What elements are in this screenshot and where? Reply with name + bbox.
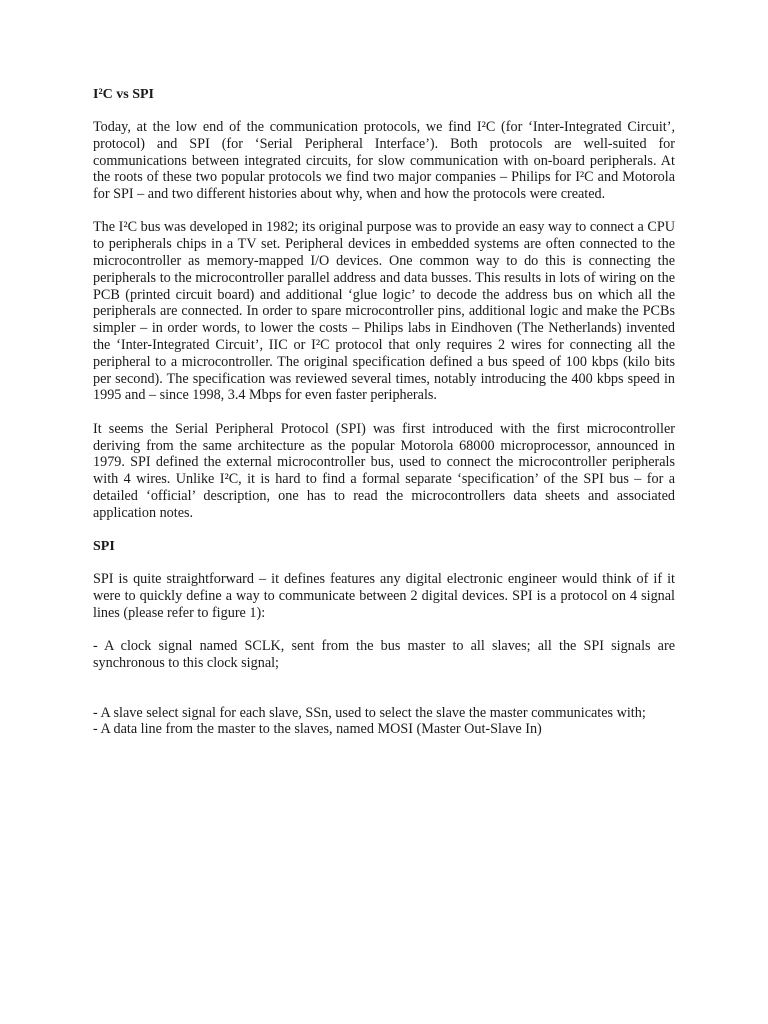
section-heading-spi: SPI xyxy=(93,539,115,555)
spi-list-item-mosi: - A data line from the master to the slaves, named MOSI (Master Out-Slave In) xyxy=(93,721,542,738)
spi-history-paragraph: It seems the Serial Peripheral Protocol (SPI) was first introduced with the first microcontroller deriving from the same architecture as the popular Motorola 68000 microprocessor, announced in 1979. SPI defined the external microcontroller bus, used to connect the microcontroller peripherals with 4 wires. Unlike I²C, it is hard to find a formal separate ‘specification’ of the SPI bus – for a detailed ‘official’ description, one has to read the microcontrollers data sheets and associated application notes. xyxy=(93,420,675,521)
spi-list-item-sclk: - A clock signal named SCLK, sent from the bus master to all slaves; all the SPI signals are synchronous to this clock signal; xyxy=(93,637,675,671)
document-page xyxy=(93,86,675,738)
spi-list-item-ssn: - A slave select signal for each slave, SSn, used to select the slave the master communicates with; xyxy=(93,704,646,721)
intro-paragraph: Today, at the low end of the communication protocols, we find I²C (for ‘Inter-Integrated Circuit’, protocol) and SPI (for ‘Serial Peripheral Interface’). Both protocols are well-suited for communications between integrated circuits, for slow communication with on-board peripherals. At the roots of these two popular protocols we find two major companies – Philips for I²C and Motorola for SPI – and two different histories about why, when and how the protocols were created. xyxy=(93,119,675,203)
spi-overview-paragraph: SPI is quite straightforward – it defines features any digital electronic engineer would think of if it were to quickly define a way to communicate between 2 digital devices. SPI is a protocol on 4 signal lines (please refer to figure 1): xyxy=(93,571,675,621)
i2c-history-paragraph: The I²C bus was developed in 1982; its original purpose was to provide an easy way to connect a CPU to peripherals chips in a TV set. Peripheral devices in embedded systems are often connected to the microcontroller as memory-mapped I/O devices. One common way to do this is connecting the peripherals to the microcontroller parallel address and data busses. This results in lots of wiring on the PCB (printed circuit board) and additional ‘glue logic’ to decode the address bus on which all the peripherals are connected. In order to spare microcontroller pins, additional logic and make the PCBs simpler – in order words, to lower the costs – Philips labs in Eindhoven (The Netherlands) invented the ‘Inter-Integrated Circuit’, IIC or I²C protocol that only requires 2 wires for connecting all the peripheral to a microcontroller. The original specification defined a bus speed of 100 kbps (kilo bits per second). The specification was reviewed several times, notably introducing the 400 kbps speed in 1995 and – since 1998, 3.4 Mbps for even faster peripherals. xyxy=(93,219,675,404)
document-title: I²C vs SPI xyxy=(93,87,154,102)
